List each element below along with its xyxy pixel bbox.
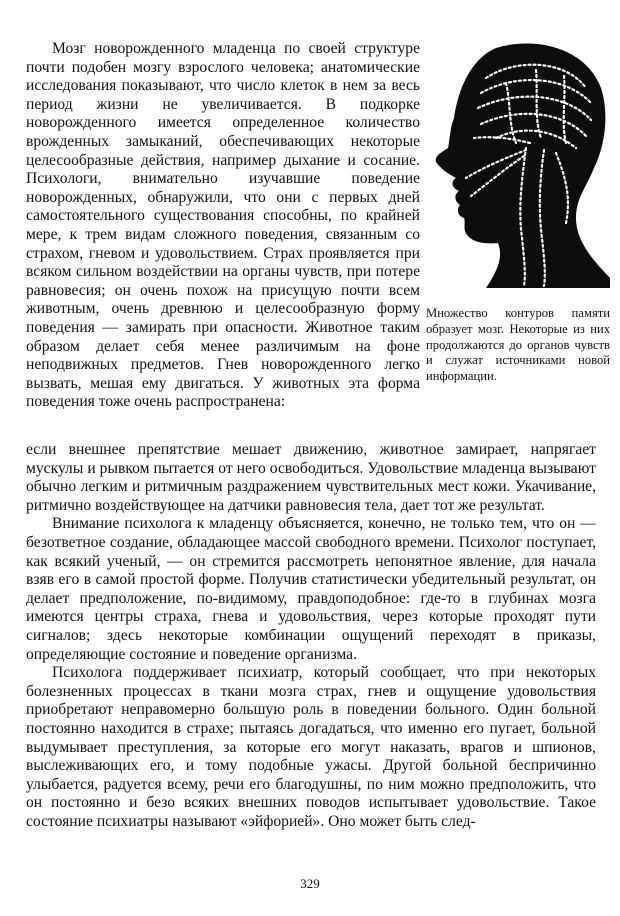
paragraph: Внимание психолога к младенцу объясняется, конечно, не только тем, что он — безответное создание, обладающее массой свободного времени. Психолог поступает, как всякий ученый, — он стремится рассмотреть непонятное явление, для начала взяв его в самой простой форме. Получив статистически убедительный результат, он делает предположение, по-видимому, правдоподобное: где-то в глубинах мозга имеются центры страха, гнева и удовольствия, через которые проходят пути сигналов; здесь некоторые комбинации ощущений переходят в приказы, определяющие состояние и поведение организма. xyxy=(26,515,596,663)
paragraph: Психолога поддерживает психиатр, который сообщает, что при некоторых болезненных процессах в ткани мозга страх, гнев и ощущение удовольствия приобретают неправомерно большую роль в поведении больного. Один больной постоянно находится в страхе; пытаясь догадаться, что именно его пугает, больной выдумывает преступления, за которые его могут наказать, врагов и шпионов, выслеживающих его, и тому подобные ужасы. Другой больной беспричинно улыбается, радуется всему, речи его благодушны, по ним можно предположить, что он постоянно и безо всяких внешних поводов испытывает удовольствие. Такое состояние психиатры называют «эйфорией». Оно может быть след- xyxy=(26,664,596,830)
paragraph: если внешнее препятствие мешает движению, животное замирает, напрягает мускулы и рывком пытается от него освободиться. Удовольствие младенца вызывают обычно легким и ритмичным раздражением чувствительных мест кожи. Укачивание, ритмично воздействующее на датчики равновесия тела, дает тот же результат. xyxy=(26,441,596,514)
full-width-text xyxy=(26,441,596,831)
figure-block xyxy=(426,38,610,385)
page-number: 329 xyxy=(300,876,320,891)
narrow-column-text xyxy=(26,40,420,412)
figure-caption: Множество контуров памяти образует мозг. Некоторые из них продолжаются до органов чувств и служат источниками новой информации. xyxy=(426,306,610,384)
paragraph: Мозг новорожденного младенца по своей структуре почти подобен мозгу взрослого человека; анатомические исследования показывают, что число клеток в нем за весь период жизни не увеличивается. В подкорке новорожденного имеется определенное количество врожденных замыканий, обеспечивающих некоторые целесообразные действия, например дыхание и сосание. Психологи, внимательно изучавшие поведение новорожденных, обнаружили, что они с первых дней самостоятельного существования способны, по крайней мере, к трем видам сложного поведения, связанным со страхом, гневом и удовольствием. Страх проявляется при всяком сильном воздействии на органы чувств, при потере равновесия; он очень похож на присущую почти всем животным, очень древнюю и целесообразную форму поведения — замирать при опасности. Животное таким образом делает себя менее различимым на фоне неподвижных предметов. Гнев новорожденного легко вызвать, мешая ему двигаться. У животных эта форма поведения тоже очень распространена: xyxy=(26,40,420,411)
head-brain-silhouette-icon xyxy=(426,38,610,288)
